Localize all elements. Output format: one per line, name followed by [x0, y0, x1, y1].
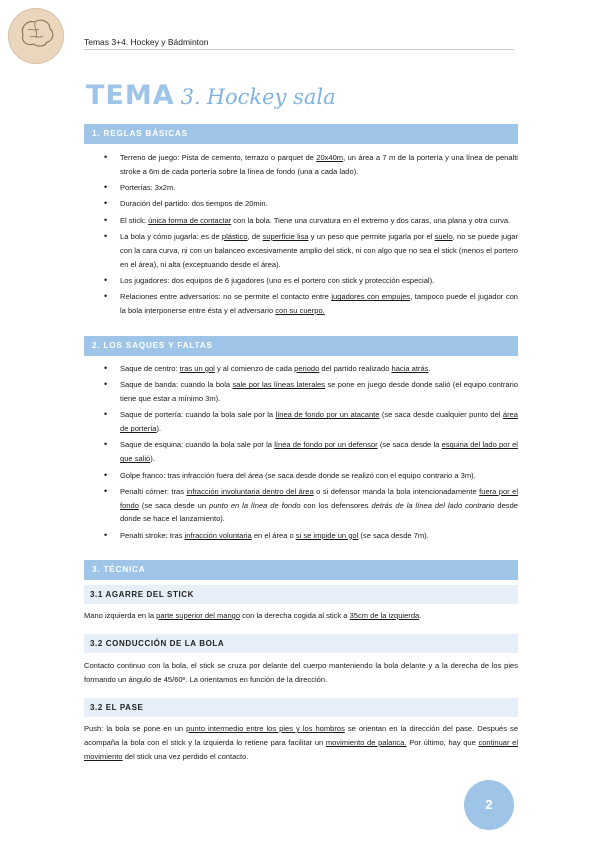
underlined-text: tras un gol	[179, 364, 215, 373]
title-number: 3.	[180, 85, 201, 109]
document-header-title: Temas 3+4. Hockey y Bádminton	[84, 37, 209, 47]
text-segment: Relaciones entre adversarios: no se permite el contacto entre	[120, 292, 332, 302]
text-segment: Golpe franco: tras infracción fuera del área (se saca desde donde se realizó con el equipo contrario a 3m).	[120, 470, 476, 480]
underlined-text: área de portería	[120, 410, 518, 434]
page-number-badge	[464, 780, 514, 830]
text-segment: y un peso que permite jugarla por el	[308, 231, 435, 241]
section-title: 2. LOS SAQUES Y FALTAS	[92, 341, 213, 350]
underlined-text: suelo	[434, 231, 453, 241]
subsection-header-agarre	[84, 585, 518, 604]
text-segment: Porterías: 3x2m.	[120, 183, 176, 193]
list-item	[100, 378, 518, 406]
text-segment: Mano izquierda en la	[84, 611, 157, 620]
text-segment: , de	[247, 231, 263, 241]
brain-logo	[8, 8, 64, 64]
text-segment: con la bola. Tiene una curvatura en el extremo y dos caras, una plana y otra curva.	[231, 215, 511, 225]
section-header-reglas	[84, 124, 518, 144]
text-segment: en el área o	[251, 530, 296, 540]
underlined-text: movimiento de palanca.	[325, 738, 407, 747]
subsection-title: 3.1 AGARRE DEL STICK	[90, 590, 195, 599]
underlined-text: sale por las líneas laterales	[232, 380, 326, 390]
text-segment: Los jugadores: dos equipos de 6 jugadores (uno es el portero con stick y protección especial).	[120, 275, 435, 285]
underlined-text: fuera por el fondo	[120, 486, 519, 510]
text-segment: (se saca desde la	[377, 440, 442, 450]
subsection-title: 3.2 CONDUCCIÓN DE LA BOLA	[90, 639, 225, 648]
list-item	[100, 469, 518, 483]
text-segment: con los defensores	[300, 500, 372, 510]
list-item	[100, 362, 518, 376]
list-item	[100, 438, 518, 466]
text-segment: del partido realizado	[319, 364, 392, 373]
underlined-text: con su cuerpo.	[275, 305, 325, 315]
text-segment: del stick una vez perdido el contacto.	[122, 752, 249, 761]
subsection-header-pase	[84, 698, 518, 717]
page-number: 2	[485, 797, 493, 812]
text-segment: ).	[150, 454, 155, 464]
list-item	[100, 290, 518, 318]
underlined-text: superficie lisa	[262, 231, 309, 241]
text-segment: Penalti stroke: tras	[120, 530, 185, 540]
text-segment: .	[419, 611, 422, 620]
list-item	[100, 181, 518, 195]
list-item	[100, 408, 518, 436]
section-title: 1. REGLAS BÁSICAS	[92, 129, 188, 138]
section-title: 3. TÉCNICA	[92, 565, 146, 574]
text-segment: se pone en juego desde donde salió (el equipo contrario tiene que estar a mínimo 3m).	[120, 380, 518, 404]
text-segment: La bola y cómo jugarla: es de	[120, 231, 222, 241]
text-segment: desde donde se hace el lanzamiento).	[120, 500, 518, 524]
underlined-text: continuar el movimiento	[84, 738, 518, 761]
underlined-text: hacia atrás	[391, 364, 429, 373]
pase-paragraph	[84, 722, 518, 764]
underlined-text: única forma de contactar	[148, 215, 232, 225]
list-item	[100, 485, 518, 526]
text-segment: El stick:	[120, 215, 149, 225]
list-item	[100, 197, 518, 211]
subsection-title: 3.2 EL PASE	[90, 703, 144, 712]
text-segment: , un área a 7 m de la portería y una línea de penalti stroke a 6m de cada portería sobre la línea de fondo (una a cada lado).	[120, 153, 518, 176]
underlined-text: línea de fondo por un atacante	[275, 410, 380, 420]
underlined-text: 20x40m	[316, 153, 344, 162]
text-segment: , tampoco puede el jugador con la bola interponerse entre ésta y el adversario	[120, 292, 518, 315]
text-segment: Push: la bola se pone en un	[84, 724, 187, 733]
text-segment: (se saca desde 7m).	[358, 530, 429, 540]
underlined-text: 35cm de la izquierda	[349, 611, 420, 620]
text-segment: , no se puede jugar con la cara curva, ni con un balanceo excesivamente amplio del stick, ni con algo que no sea el stick (menos el portero en el área), ni alta (exceptuando desde el área).	[120, 231, 519, 269]
text-segment: Saque de portería: cuando la bola sale por la	[120, 410, 276, 420]
underlined-text: si se impide un gol	[295, 530, 359, 540]
italic-text: detrás de la línea del lado contrario	[371, 500, 495, 510]
text-segment: y al comienzo de cada	[214, 364, 295, 373]
brain-icon	[8, 8, 64, 64]
text-segment: Por último, hay que	[406, 738, 479, 747]
subsection-header-conduccion	[84, 634, 518, 653]
underlined-text: jugadores con empujes	[331, 292, 411, 302]
conduccion-paragraph: Contacto continuo con la bola, el stick se cruza por delante del cuerpo manteniendo la bola delante y a la derecha de los pies formando un ángulo de 45/60º. La orientamos en función de la dirección.	[84, 661, 518, 684]
text-segment: (se saca desde un	[138, 500, 209, 510]
list-item	[100, 274, 518, 288]
underlined-text: línea de fondo por un defensor	[274, 440, 378, 450]
list-item	[100, 230, 518, 271]
underlined-text: esquina del lado por el que salió	[120, 440, 518, 464]
underlined-text: punto intermedio entre los pies y los hombros	[186, 724, 345, 733]
section-header-saques	[84, 336, 518, 356]
text-segment: .	[428, 364, 431, 373]
title-name: Hockey sala	[206, 85, 336, 109]
underlined-text: infracción involuntaria dentro del área	[186, 486, 314, 496]
list-item	[100, 529, 518, 543]
text-segment: o si defensor manda la bola intencionadamente	[313, 486, 480, 496]
header-divider	[84, 49, 514, 50]
underlined-text: parte superior del mango	[156, 611, 241, 620]
text-segment: (se saca desde cualquier punto del	[379, 410, 503, 420]
text-segment: con la derecha cogida al stick a	[240, 611, 350, 620]
page-title	[86, 80, 336, 111]
list-item	[100, 214, 518, 228]
text-segment: Saque de esquina: cuando la bola sale por la	[120, 440, 275, 450]
list-item	[100, 151, 518, 179]
text-segment: Saque de centro:	[120, 364, 180, 373]
text-segment: Penalti córner: tras	[120, 486, 187, 496]
text-segment: Duración del partido: dos tiempos de 20min.	[120, 199, 268, 209]
serves-list	[100, 362, 518, 545]
rules-list	[100, 151, 518, 320]
underlined-text: periodo	[294, 364, 320, 373]
agarre-paragraph	[84, 609, 518, 623]
text-segment: Saque de banda: cuando la bola	[120, 380, 233, 390]
title-word: TEMA	[86, 80, 175, 111]
text-segment: ).	[156, 424, 162, 434]
underlined-text: infracción voluntaria	[184, 530, 252, 540]
section-header-tecnica	[84, 560, 518, 580]
underlined-text: plástico	[221, 231, 248, 241]
text-segment: se orientan en la dirección del pase. Después se acompaña la bola con el stick y la izquierda lo retiene para facilitar un	[84, 724, 519, 747]
italic-text: punto en la línea de fondo	[209, 500, 301, 510]
text-segment: Terreno de juego: Pista de cemento, terrazo o parquet de	[120, 153, 317, 162]
